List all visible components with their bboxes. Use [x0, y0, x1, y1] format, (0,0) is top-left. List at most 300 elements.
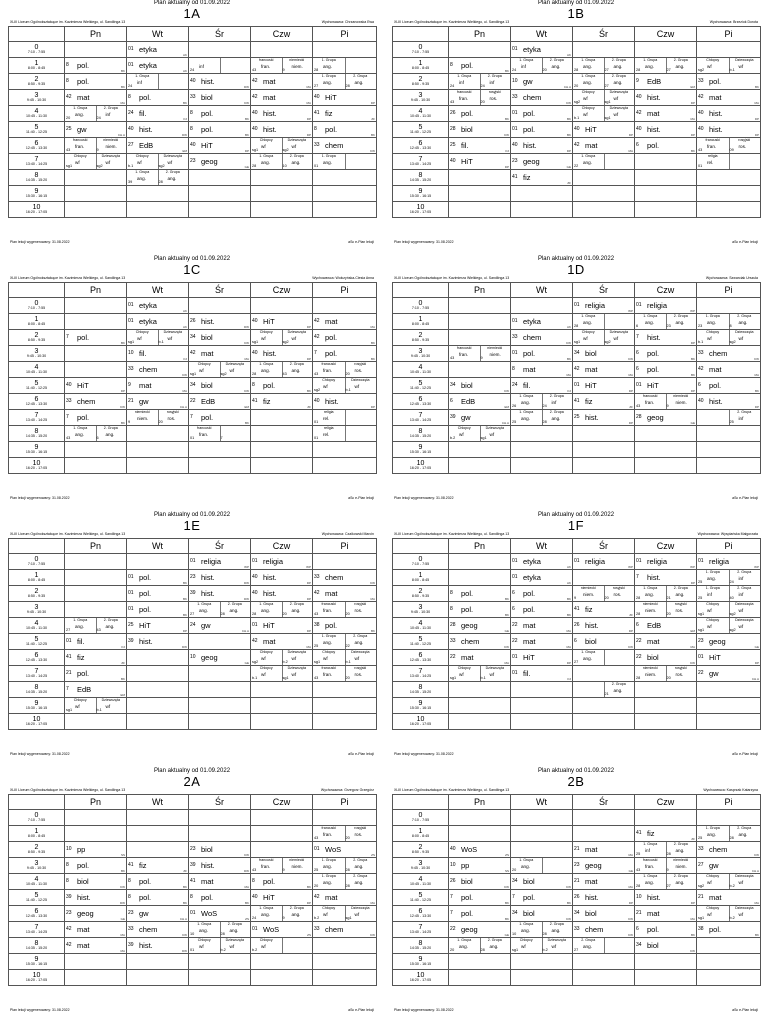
lesson-cell — [251, 154, 313, 170]
teacher-code: CH.A — [563, 85, 571, 89]
lesson-cell — [635, 858, 697, 874]
room-number: 34 — [512, 910, 518, 916]
lesson-row — [9, 874, 377, 890]
group-lesson — [313, 410, 346, 425]
lesson-cell — [251, 554, 313, 570]
lesson-cell — [635, 186, 697, 202]
lesson-number-cell — [393, 858, 449, 874]
room-number: 33 — [314, 142, 320, 148]
subject: pol. — [139, 589, 152, 598]
subject: etyka — [523, 557, 541, 566]
group-subject: fran. — [199, 432, 209, 437]
room-number: 10 — [450, 862, 456, 868]
subject: pol. — [709, 381, 722, 390]
subject: hist. — [647, 573, 661, 582]
group-label: 1. Grupa — [135, 170, 150, 174]
lesson-time: 12:45 - 13:30 — [25, 146, 48, 151]
teacher-code: BK — [370, 357, 375, 361]
lesson-row — [393, 634, 761, 650]
room-number: 42 — [190, 350, 196, 356]
lesson-cell — [511, 650, 573, 666]
teacher-code: OJ — [183, 117, 187, 121]
lesson-number-cell — [9, 842, 65, 858]
group-subject: wf — [354, 912, 360, 917]
lesson-cell — [697, 346, 761, 362]
room-number: 42 — [574, 366, 580, 372]
subject: biol — [647, 941, 659, 950]
lesson-row — [9, 410, 377, 426]
lesson-time: 9:45 - 10:30 — [26, 98, 47, 103]
subject: religia — [201, 557, 222, 566]
lesson-number: 3 — [418, 860, 423, 868]
teacher-code: BK — [566, 901, 571, 905]
group-label: Chłopcy — [197, 938, 211, 942]
room-number: 01 — [574, 382, 580, 388]
group-room: sg1 — [698, 612, 705, 616]
room-number: 41 — [314, 110, 320, 116]
room-number: 01 — [636, 558, 642, 564]
lesson-number-cell — [393, 650, 449, 666]
subject: biol — [201, 333, 213, 342]
group-room: sg1 — [604, 100, 611, 104]
subject: mat — [709, 93, 722, 102]
lesson-cell — [697, 170, 761, 186]
teacher-code: WP — [244, 565, 249, 569]
group-subject: ang. — [738, 320, 748, 325]
lesson-cell — [127, 586, 189, 602]
lesson-cell — [65, 650, 127, 666]
teacher-code: MA — [628, 853, 633, 857]
lesson-cell — [697, 810, 761, 826]
day-header: Wt — [511, 283, 573, 298]
teacher-code: DP — [628, 629, 633, 633]
lesson-time: 16:20 - 17:05 — [25, 978, 48, 983]
lesson-cell — [573, 826, 635, 842]
room-number: 6 — [636, 350, 639, 356]
lesson-cell — [573, 90, 635, 106]
group-subject: rel. — [707, 160, 714, 165]
group-label: 2. Grupa — [549, 58, 564, 62]
lesson-row — [393, 890, 761, 906]
group-lesson — [345, 602, 377, 617]
subject: geog — [77, 909, 94, 918]
group-label: 1. Grupa — [259, 602, 274, 606]
teacher-code: MA — [628, 885, 633, 889]
lesson-time: 16:20 - 17:05 — [25, 210, 48, 215]
lesson-cell — [573, 330, 635, 346]
group-lesson — [542, 922, 573, 937]
lesson-number: 0 — [34, 812, 39, 820]
lesson-cell — [573, 394, 635, 410]
room-number: 33 — [128, 926, 134, 932]
lesson-row — [9, 346, 377, 362]
lesson-number-cell — [393, 810, 449, 826]
subject: pol. — [461, 109, 474, 118]
group-lesson — [282, 858, 313, 873]
subject: hist. — [647, 893, 661, 902]
lesson-cell — [189, 826, 251, 842]
lesson-cell — [65, 186, 127, 202]
lesson-cell — [127, 122, 189, 138]
lesson-cell — [313, 922, 377, 938]
teacher-code: WP — [628, 309, 633, 313]
room-number: 40 — [252, 110, 258, 116]
lesson-cell — [573, 810, 635, 826]
lesson-number: 4 — [418, 364, 423, 372]
plan-title: Plan aktualny od 01.09.2022 — [537, 256, 615, 262]
generator-credit: aSc e-Plan lekcji — [732, 240, 758, 244]
lesson-number: 9 — [418, 700, 423, 708]
lesson-cell — [251, 378, 313, 394]
group-lesson — [604, 106, 635, 121]
lesson-row — [393, 378, 761, 394]
lesson-cell — [573, 138, 635, 154]
group-subject: ang. — [645, 320, 654, 325]
room-number: 23 — [512, 158, 518, 164]
lesson-time: 8:00 - 8:45 — [411, 66, 430, 71]
lesson-cell — [573, 314, 635, 330]
subject: biol — [585, 909, 597, 918]
day-header: Śr — [189, 795, 251, 810]
lesson-cell — [635, 634, 697, 650]
group-subject: inf — [199, 64, 204, 69]
lesson-number-cell — [393, 634, 449, 650]
room-number: 42 — [636, 110, 642, 116]
group-subject: ang. — [583, 320, 592, 325]
group-room: 28 — [636, 884, 641, 888]
lesson-cell — [189, 202, 251, 218]
lesson-cell — [65, 90, 127, 106]
group-room: b.2 — [542, 948, 548, 952]
teacher-code: CH.A — [117, 133, 125, 137]
teacher-code: MA — [306, 645, 311, 649]
lesson-cell — [697, 394, 761, 410]
day-header-row — [393, 27, 761, 42]
subject: gw — [139, 397, 149, 406]
teacher-code: DP — [306, 629, 311, 633]
lesson-cell — [511, 890, 573, 906]
group-subject: wf — [199, 944, 204, 949]
lesson-number: 1 — [34, 316, 39, 324]
room-number: 7 — [66, 414, 69, 420]
group-label: rosyjski — [354, 602, 367, 606]
room-number: 38 — [698, 926, 704, 932]
room-number: 7 — [636, 574, 639, 580]
group-subject: wf — [583, 96, 588, 101]
lesson-cell — [65, 298, 127, 314]
group-room: 01 — [190, 948, 195, 952]
lesson-cell — [511, 954, 573, 970]
room-number: 6 — [450, 398, 453, 404]
group-lesson — [697, 314, 730, 329]
subject: fil. — [139, 109, 147, 118]
group-lesson — [604, 330, 635, 345]
group-label: francuski — [643, 858, 658, 862]
room-number: 42 — [252, 78, 258, 84]
subject: pol. — [77, 333, 90, 342]
lesson-cell — [127, 970, 189, 986]
lesson-number: 10 — [32, 204, 41, 212]
group-lesson — [697, 826, 730, 841]
group-subject: ang. — [675, 848, 685, 853]
group-label: francuski — [457, 346, 472, 350]
lesson-cell — [573, 618, 635, 634]
subject: religia — [585, 557, 606, 566]
teacher-code: DP — [566, 149, 571, 153]
teacher-code: BK — [244, 133, 249, 137]
lesson-cell — [251, 666, 313, 682]
lesson-time: 8:00 - 8:45 — [411, 322, 430, 327]
group-label: Dziewczęta — [735, 330, 754, 334]
group-room: 21 — [666, 596, 671, 600]
lesson-row — [393, 570, 761, 586]
group-subject: ang. — [354, 864, 364, 869]
lesson-number: 5 — [34, 380, 39, 388]
group-lesson — [573, 106, 605, 121]
group-lesson — [158, 154, 189, 169]
room-number: 6 — [636, 366, 639, 372]
group-subject: wf — [707, 336, 712, 341]
teacher-code: AK — [182, 309, 187, 313]
lesson-cell — [127, 618, 189, 634]
group-room: 24 — [450, 84, 455, 88]
subject: WoS — [263, 925, 280, 934]
lesson-number-cell — [393, 58, 449, 74]
lesson-cell — [313, 682, 377, 698]
teacher-code: BK — [182, 613, 187, 617]
teacher-code: MA — [244, 357, 249, 361]
lesson-cell — [251, 682, 313, 698]
group-label: 2. Grupa — [289, 362, 304, 366]
lesson-number-cell — [393, 394, 449, 410]
lesson-cell — [313, 842, 377, 858]
group-subject: wf — [291, 144, 297, 149]
room-number: 8 — [128, 878, 131, 884]
group-room: 01 — [190, 436, 195, 440]
generated-note: Plan lekcji wygenerowany: 31.08.2022 — [394, 1008, 454, 1012]
group-subject: wf — [707, 912, 712, 917]
group-lesson — [573, 682, 605, 697]
lesson-cell — [449, 666, 511, 682]
subject: etyka — [523, 573, 541, 582]
group-lesson — [697, 570, 730, 585]
room-number: 8 — [252, 878, 255, 884]
lesson-number: 10 — [416, 460, 425, 468]
group-lesson — [189, 426, 221, 441]
lesson-cell — [251, 634, 313, 650]
lesson-cell — [65, 362, 127, 378]
teacher-code: DW — [244, 581, 249, 585]
lesson-time: 14:35 - 15:20 — [409, 434, 432, 439]
day-header: Pn — [65, 795, 127, 810]
room-number: 21 — [698, 894, 704, 900]
group-lesson — [635, 58, 667, 73]
group-subject: ros. — [489, 96, 498, 101]
group-room: 24 — [190, 68, 195, 72]
lesson-row — [9, 698, 377, 714]
lesson-cell — [449, 842, 511, 858]
lesson-cell — [511, 906, 573, 922]
lesson-cell — [189, 650, 251, 666]
subject: fiz — [77, 653, 85, 662]
lesson-row — [393, 858, 761, 874]
lesson-cell — [313, 714, 377, 730]
lesson-cell — [189, 602, 251, 618]
group-subject: inf — [551, 400, 557, 405]
lesson-cell — [697, 954, 761, 970]
lesson-row — [9, 826, 377, 842]
lesson-cell — [189, 42, 251, 58]
group-room: 23 — [698, 324, 703, 328]
plan-title: Plan aktualny od 01.09.2022 — [153, 512, 231, 518]
room-number: 40 — [252, 574, 258, 580]
group-lesson — [251, 138, 283, 153]
group-subject: ang. — [199, 928, 208, 933]
subject: hist. — [585, 893, 599, 902]
teacher-code: KW — [628, 917, 633, 921]
room-number: 42 — [314, 334, 320, 340]
lesson-cell — [635, 410, 697, 426]
lesson-number-cell — [9, 970, 65, 986]
lesson-cell — [511, 378, 573, 394]
group-subject: ang. — [521, 400, 530, 405]
lesson-time: 8:00 - 8:45 — [411, 578, 430, 583]
group-label: 2. Grupa — [289, 906, 304, 910]
subject: fiz — [325, 109, 333, 118]
group-subject: ang. — [199, 608, 208, 613]
subject: pol. — [263, 381, 276, 390]
group-subject: ang. — [354, 880, 364, 885]
lesson-cell — [251, 570, 313, 586]
lesson-number-cell — [393, 714, 449, 730]
group-subject: niem. — [675, 864, 687, 869]
lesson-time: 10:45 - 11:30 — [26, 882, 47, 887]
lesson-number-cell — [9, 570, 65, 586]
group-room: 20 — [666, 676, 671, 680]
teacher-code: GE — [754, 645, 759, 649]
lesson-cell — [65, 682, 127, 698]
group-lesson — [282, 58, 313, 73]
lesson-number: 7 — [34, 412, 39, 420]
lesson-time: 9:45 - 10:30 — [26, 610, 47, 615]
room-number: 33 — [698, 78, 704, 84]
room-number: 25 — [128, 622, 134, 628]
lesson-cell — [697, 650, 761, 666]
subject: mat — [201, 349, 214, 358]
group-lesson — [127, 330, 159, 345]
subject: biol — [461, 125, 473, 134]
lesson-cell — [313, 586, 377, 602]
teacher-code: DP — [306, 597, 311, 601]
group-room: 7 — [220, 436, 223, 440]
group-subject: ros. — [738, 144, 747, 149]
lesson-time: 12:45 - 13:30 — [409, 658, 432, 663]
group-lesson — [251, 154, 283, 169]
lesson-number: 6 — [418, 396, 423, 404]
lesson-number: 6 — [418, 652, 423, 660]
lesson-cell — [127, 314, 189, 330]
lesson-cell — [449, 154, 511, 170]
group-lesson — [282, 330, 313, 345]
teacher-code: BK — [370, 133, 375, 137]
lesson-row — [393, 154, 761, 170]
teacher-code: BK — [244, 901, 249, 905]
lesson-number-cell — [393, 618, 449, 634]
lesson-cell — [573, 698, 635, 714]
lesson-time: 8:50 - 9:35 — [411, 594, 430, 599]
room-number: 6 — [574, 638, 577, 644]
teacher-code: BK — [120, 677, 125, 681]
group-lesson — [282, 906, 313, 921]
lesson-number-cell — [393, 186, 449, 202]
subject: chem — [523, 333, 542, 342]
lesson-cell — [573, 58, 635, 74]
group-subject: inf — [521, 64, 526, 69]
group-label: Dziewczęta — [351, 906, 370, 910]
lesson-cell — [635, 122, 697, 138]
lesson-cell — [189, 906, 251, 922]
subject: mat — [647, 909, 660, 918]
teacher-code: KW — [504, 885, 509, 889]
subject: chem — [461, 637, 480, 646]
group-label: 1. Grupa — [581, 650, 596, 654]
group-subject: ros. — [354, 672, 363, 677]
group-room: 27 — [66, 628, 71, 632]
group-subject: inf — [738, 576, 744, 581]
room-number: 27 — [128, 142, 134, 148]
group-lesson — [480, 346, 511, 361]
room-number: 23 — [190, 158, 196, 164]
group-label: 2. Grupa — [673, 586, 688, 590]
group-lesson — [666, 602, 697, 617]
group-lesson — [96, 618, 127, 633]
subject: chem — [139, 365, 158, 374]
lesson-cell — [189, 682, 251, 698]
subject: biol — [461, 381, 473, 390]
teacher-code: EM — [690, 85, 695, 89]
teacher-code: WP — [690, 309, 695, 313]
group-room: 22 — [345, 644, 350, 648]
group-label: 2. Grupa — [487, 938, 502, 942]
lesson-number-cell — [393, 90, 449, 106]
subject: pol. — [325, 125, 338, 134]
group-subject: niem. — [489, 352, 501, 357]
group-subject: wf — [354, 384, 360, 389]
lesson-row — [393, 362, 761, 378]
subject: hist. — [263, 109, 277, 118]
lesson-cell — [127, 826, 189, 842]
subject: fiz — [263, 397, 271, 406]
room-number: 10 — [66, 846, 72, 852]
group-room: 28 — [574, 324, 579, 328]
teacher-code: AK — [566, 565, 571, 569]
lesson-number: 5 — [418, 124, 423, 132]
room-number: 23 — [190, 846, 196, 852]
day-header: Pi — [697, 283, 761, 298]
subject: fil. — [77, 637, 85, 646]
group-subject: niem. — [105, 144, 117, 149]
lesson-cell — [313, 58, 377, 74]
lesson-cell — [573, 122, 635, 138]
lesson-cell — [697, 186, 761, 202]
teacher-code: EM — [690, 629, 695, 633]
lesson-number: 0 — [34, 44, 39, 52]
plan-title: Plan aktualny od 01.09.2022 — [153, 0, 231, 6]
teacher-code: DP — [628, 133, 633, 137]
lesson-number: 9 — [34, 188, 39, 196]
room-number: 8 — [450, 62, 453, 68]
room-number: 22 — [636, 654, 642, 660]
